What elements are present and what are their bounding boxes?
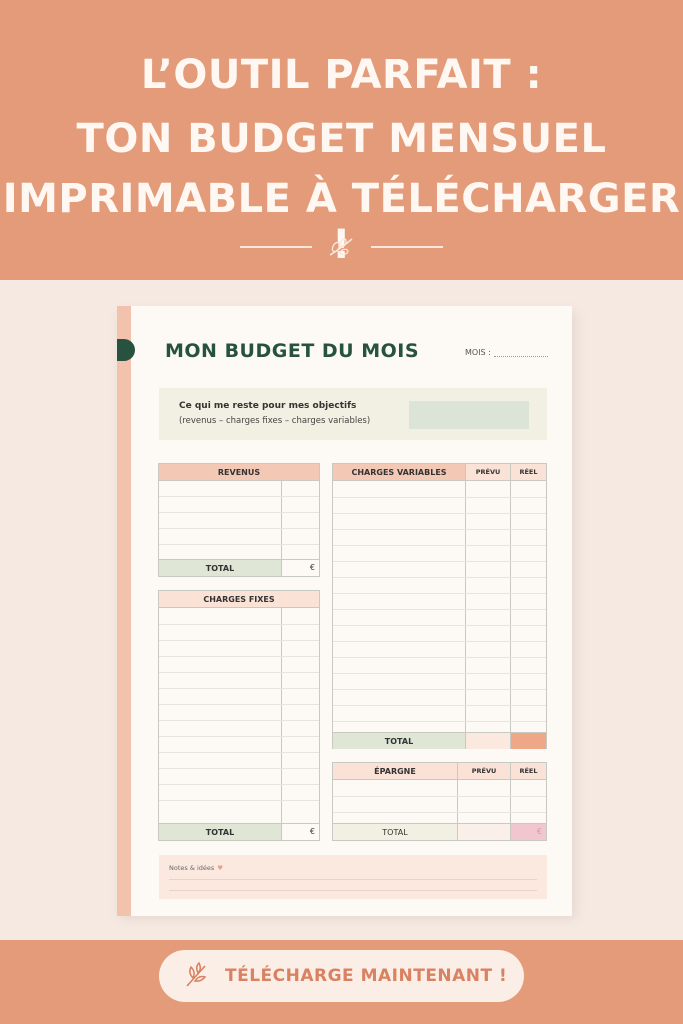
table-row (159, 640, 319, 641)
column-divider (510, 481, 511, 748)
charges-variables-total-prevu (465, 732, 510, 749)
epargne-prevu-header: PRÉVU (457, 763, 510, 780)
revenus-table (158, 463, 320, 577)
table-row (159, 656, 319, 657)
heart-icon: ♥ (217, 864, 224, 872)
epargne-total-label: TOTAL (333, 823, 457, 840)
table-row (159, 528, 319, 529)
table-row (159, 624, 319, 625)
table-row (333, 812, 546, 813)
objectives-input-box (409, 401, 529, 429)
column-divider (465, 481, 466, 748)
table-row (159, 720, 319, 721)
table-row (159, 752, 319, 753)
charges-variables-prevu-header: PRÉVU (465, 464, 510, 481)
table-row (333, 705, 546, 706)
revenus-total-value: € (281, 559, 319, 576)
table-row (333, 497, 546, 498)
download-button-label: TÉLÉCHARGE MAINTENANT ! (225, 966, 508, 986)
revenus-header: REVENUS (159, 464, 319, 481)
objectives-box (159, 388, 547, 440)
charges-variables-reel-header: RÉEL (510, 464, 546, 481)
charges-fixes-total-label: TOTAL (159, 823, 281, 840)
divider-right (371, 246, 443, 248)
table-row (159, 688, 319, 689)
table-row (159, 784, 319, 785)
objectives-formula: (revenus – charges fixes – charges variables) (179, 416, 371, 426)
notes-line (169, 890, 537, 891)
table-row (159, 736, 319, 737)
charges-fixes-header: CHARGES FIXES (159, 591, 319, 608)
table-row (333, 577, 546, 578)
table-row (159, 800, 319, 801)
headline-line-3: IMPRIMABLE À TÉLÉCHARGER ! (2, 176, 681, 268)
table-row (159, 672, 319, 673)
charges-fixes-table (158, 590, 320, 841)
month-field (465, 348, 548, 357)
header-banner (0, 0, 683, 280)
month-line (494, 356, 548, 357)
divider-left (240, 246, 312, 248)
epargne-table (332, 762, 547, 841)
charges-variables-total-reel (510, 732, 546, 749)
revenus-column-divider (281, 481, 282, 560)
table-row (333, 593, 546, 594)
headline-line-2: TON BUDGET MENSUEL (76, 116, 607, 162)
sheet-tab (117, 339, 135, 361)
table-row (333, 721, 546, 722)
table-row (333, 529, 546, 530)
sprig-icon (326, 235, 356, 259)
sheet-side-strip (117, 306, 131, 916)
charges-fixes-total-value: € (281, 823, 319, 840)
notes-box (159, 855, 547, 899)
leaf-icon (181, 961, 211, 991)
table-row (333, 673, 546, 674)
table-row (333, 513, 546, 514)
download-button[interactable] (159, 950, 524, 1002)
table-row (333, 545, 546, 546)
notes-label (169, 864, 223, 872)
table-row (333, 561, 546, 562)
table-row (333, 689, 546, 690)
objectives-title: Ce qui me reste pour mes objectifs (179, 401, 357, 411)
table-row (159, 512, 319, 513)
month-label: MOIS : (465, 348, 491, 357)
table-row (333, 796, 546, 797)
headline-line-1: L’OUTIL PARFAIT : (140, 52, 543, 98)
table-row (333, 625, 546, 626)
notes-line (169, 879, 537, 880)
table-row (159, 704, 319, 705)
table-row (159, 544, 319, 545)
epargne-total-reel: € (510, 823, 546, 840)
table-row (333, 609, 546, 610)
charges-variables-table (332, 463, 547, 749)
charges-variables-total-label: TOTAL (333, 732, 465, 749)
charges-variables-header: CHARGES VARIABLES (333, 464, 465, 481)
epargne-total-prevu (457, 823, 510, 840)
notes-label-text: Notes & idées (169, 864, 215, 872)
sheet-title: MON BUDGET DU MOIS (165, 340, 420, 362)
budget-sheet (117, 306, 572, 916)
table-row (333, 657, 546, 658)
epargne-reel-header: RÉEL (510, 763, 546, 780)
table-row (159, 496, 319, 497)
epargne-header: ÉPARGNE (333, 763, 457, 780)
table-row (159, 768, 319, 769)
table-row (333, 641, 546, 642)
revenus-total-label: TOTAL (159, 559, 281, 576)
